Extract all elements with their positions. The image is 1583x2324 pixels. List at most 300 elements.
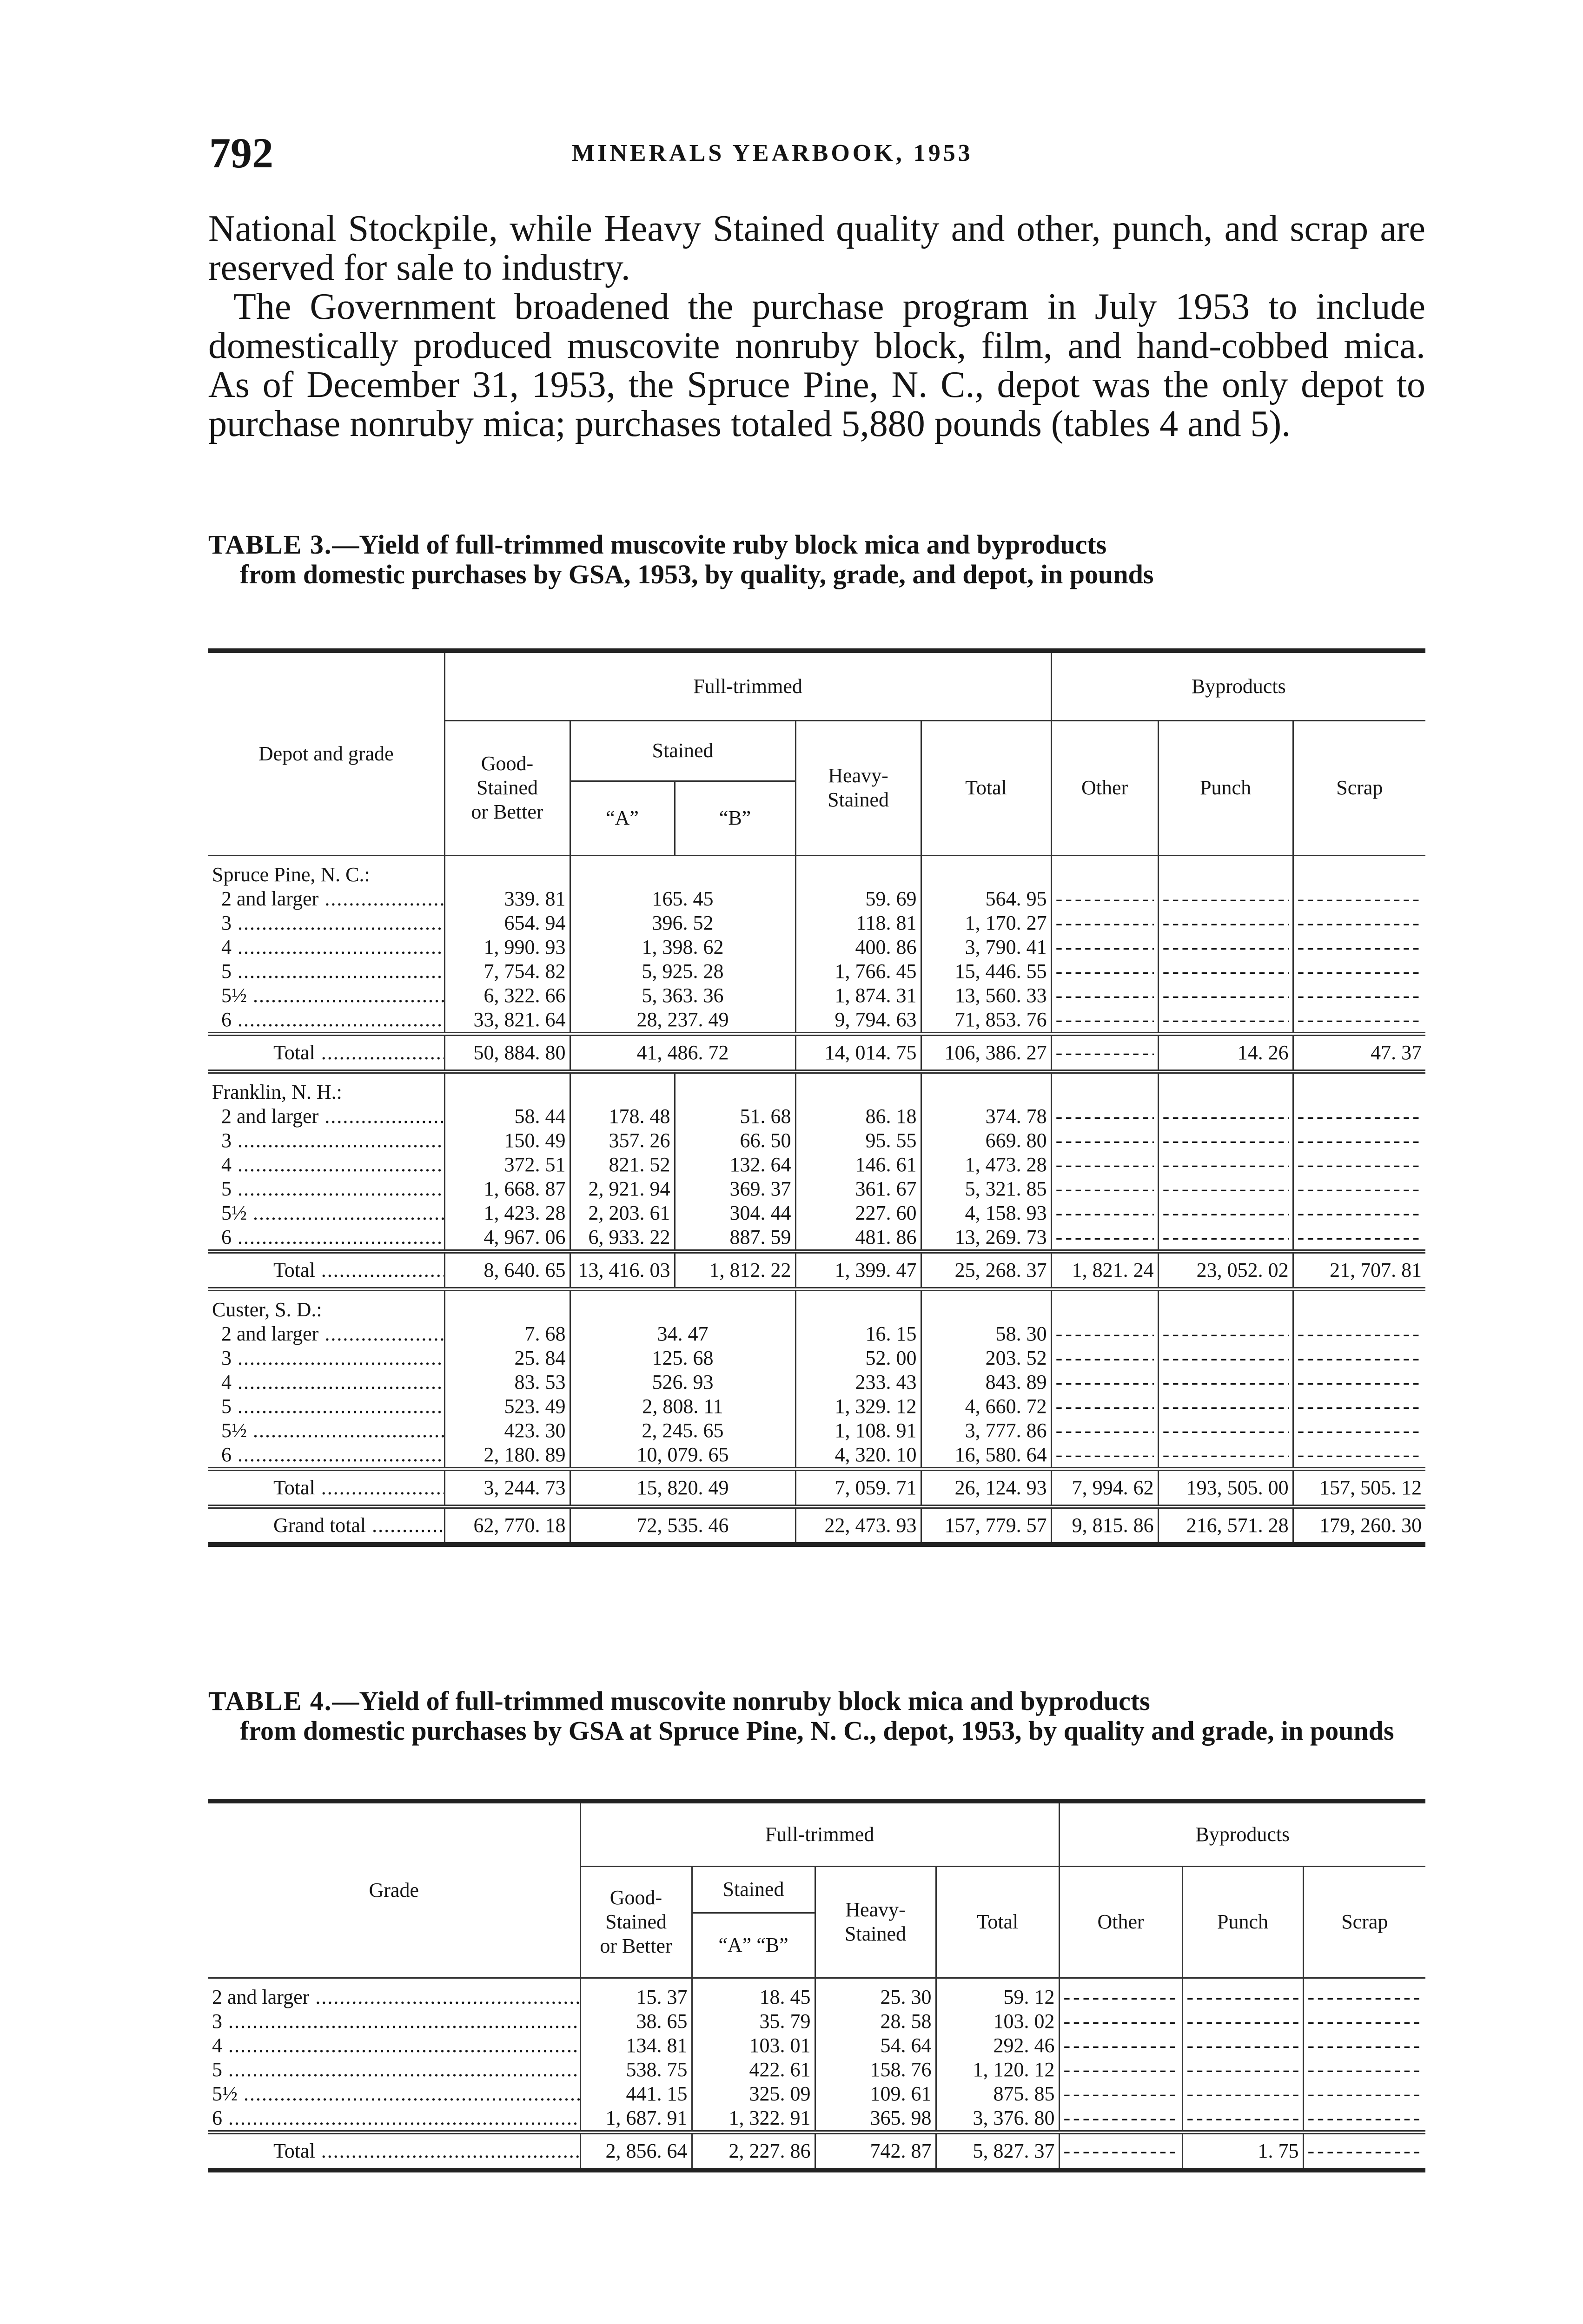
stained-ab-value: 5, 363. 36 <box>570 984 795 1008</box>
total-value: 3, 790. 41 <box>921 935 1051 959</box>
table-row <box>208 1201 1425 1225</box>
good-stained-value: 1, 687. 91 <box>580 2106 692 2133</box>
stained-a-value: 6, 933. 22 <box>570 1225 675 1252</box>
table-row <box>208 984 1425 1008</box>
good-stained-value: 2, 180. 89 <box>444 1443 570 1469</box>
punch-dash <box>1158 1177 1293 1201</box>
scrap-dash <box>1293 1104 1425 1129</box>
stained-value: 1, 322. 91 <box>692 2106 815 2133</box>
punch-dash <box>1158 887 1293 911</box>
table-row <box>208 2058 1425 2082</box>
stained-b-value: 51. 68 <box>675 1104 795 1129</box>
stained-value: 18. 45 <box>692 1978 815 2009</box>
scrap-dash <box>1293 1394 1425 1419</box>
punch-dash <box>1182 2009 1303 2034</box>
heavy-stained-value: 9, 794. 63 <box>795 1008 921 1034</box>
stained-ab-value: 41, 486. 72 <box>570 1034 795 1071</box>
total-value: 13, 269. 73 <box>921 1225 1051 1252</box>
table4-caption <box>208 1686 1425 1746</box>
total-value: 58. 30 <box>921 1322 1051 1346</box>
good-stained-value: 1, 668. 87 <box>444 1177 570 1201</box>
stained-ab-value: 34. 47 <box>570 1322 795 1346</box>
stained-ab-value: 526. 93 <box>570 1370 795 1394</box>
other-dash <box>1051 1201 1158 1225</box>
table-row <box>208 2009 1425 2034</box>
punch-value: 14. 26 <box>1158 1034 1293 1071</box>
scrap-dash <box>1303 2106 1425 2133</box>
scrap-dash <box>1293 1008 1425 1034</box>
grade-label: 6 ..... <box>208 1008 444 1034</box>
scrap-value: 21, 707. 81 <box>1293 1251 1425 1289</box>
punch-dash <box>1158 959 1293 984</box>
table3-caption-rest: from domestic purchases by GSA, 1953, by quality, grade, and depot, in pounds <box>240 559 1154 589</box>
other-dash <box>1059 2106 1182 2133</box>
header-other: Other <box>1051 720 1158 855</box>
scrap-dash <box>1293 887 1425 911</box>
scrap-value: 179, 260. 30 <box>1293 1506 1425 1545</box>
table-row <box>208 1177 1425 1201</box>
grade-label: 4 ..... <box>208 2034 580 2058</box>
table-row <box>208 1322 1425 1346</box>
scrap-dash <box>1293 984 1425 1008</box>
grade-label: 3 ..... <box>208 2009 580 2034</box>
total-value: 4, 158. 93 <box>921 1201 1051 1225</box>
other-dash <box>1059 2058 1182 2082</box>
good-stained-value: 2, 856. 64 <box>580 2132 692 2170</box>
total-value: 157, 779. 57 <box>921 1506 1051 1545</box>
grade-label: 6 ..... <box>208 2106 580 2133</box>
other-dash <box>1051 1443 1158 1469</box>
heavy-stained-value: 4, 320. 10 <box>795 1443 921 1469</box>
stained-a-value: 2, 203. 61 <box>570 1201 675 1225</box>
heavy-stained-value: 158. 76 <box>815 2058 936 2082</box>
punch-dash <box>1158 984 1293 1008</box>
scrap-dash <box>1293 1201 1425 1225</box>
total-value: 4, 660. 72 <box>921 1394 1051 1419</box>
good-stained-value: 372. 51 <box>444 1153 570 1177</box>
grade-label: 3 ..... <box>208 1346 444 1370</box>
heavy-stained-value: 109. 61 <box>815 2082 936 2106</box>
depot-name: Franklin, N. H.: <box>212 1080 342 1103</box>
heavy-stained-value: 7, 059. 71 <box>795 1469 921 1506</box>
header-good-stained-line2: Stained <box>477 776 538 799</box>
depot-row-franklin <box>208 1071 1425 1104</box>
good-stained-value: 50, 884. 80 <box>444 1034 570 1071</box>
scrap-dash <box>1293 935 1425 959</box>
other-value: 1, 821. 24 <box>1051 1251 1158 1289</box>
punch-value: 23, 052. 02 <box>1158 1251 1293 1289</box>
other-dash <box>1051 887 1158 911</box>
depot-name: Custer, S. D.: <box>212 1298 322 1321</box>
grade-label: 4 ..... <box>208 935 444 959</box>
good-stained-value: 3, 244. 73 <box>444 1469 570 1506</box>
heavy-stained-value: 1, 329. 12 <box>795 1394 921 1419</box>
heavy-stained-value: 1, 874. 31 <box>795 984 921 1008</box>
good-stained-value: 25. 84 <box>444 1346 570 1370</box>
stained-ab-value: 1, 398. 62 <box>570 935 795 959</box>
punch-dash <box>1158 1104 1293 1129</box>
depot-row-spruce-pine <box>208 855 1425 887</box>
punch-dash <box>1182 2106 1303 2133</box>
header-punch: Punch <box>1182 1866 1303 1978</box>
header-stained-ab: “A” “B” <box>692 1913 815 1978</box>
good-stained-value: 62, 770. 18 <box>444 1506 570 1545</box>
punch-dash <box>1158 1201 1293 1225</box>
scrap-dash <box>1293 911 1425 935</box>
stained-a-value: 178. 48 <box>570 1104 675 1129</box>
other-dash <box>1059 1978 1182 2009</box>
stained-value: 103. 01 <box>692 2034 815 2058</box>
table-row <box>208 2034 1425 2058</box>
stained-ab-value: 5, 925. 28 <box>570 959 795 984</box>
body-paragraph-2: The Government broadened the purchase program in July 1953 to include domestically produced muscovite nonruby block, film, and hand-cobbed mica. As of December 31, 1953, the Spruce Pine, N. C., depot was the only depot to purchase nonruby mica; purchases totaled 5,880 pounds (tables 4 and 5). <box>208 286 1425 444</box>
header-stained-b: “B” <box>675 781 795 855</box>
total-value: 292. 46 <box>936 2034 1059 2058</box>
good-stained-value: 8, 640. 65 <box>444 1251 570 1289</box>
other-dash <box>1051 1153 1158 1177</box>
scrap-dash <box>1293 1370 1425 1394</box>
stained-b-value: 369. 37 <box>675 1177 795 1201</box>
header-depot-grade: Depot and grade <box>208 651 444 855</box>
other-dash <box>1059 2082 1182 2106</box>
header-stained: Stained <box>692 1866 815 1913</box>
table-row <box>208 1104 1425 1129</box>
punch-value: 193, 505. 00 <box>1158 1469 1293 1506</box>
grade-label: 4 ..... <box>208 1153 444 1177</box>
table-row <box>208 887 1425 911</box>
other-dash <box>1051 911 1158 935</box>
heavy-stained-value: 22, 473. 93 <box>795 1506 921 1545</box>
total-value: 103. 02 <box>936 2009 1059 2034</box>
header-grade: Grade <box>208 1801 580 1978</box>
good-stained-value: 38. 65 <box>580 2009 692 2034</box>
good-stained-value: 1, 990. 93 <box>444 935 570 959</box>
heavy-stained-value: 742. 87 <box>815 2132 936 2170</box>
stained-b-value: 132. 64 <box>675 1153 795 1177</box>
other-dash <box>1051 1177 1158 1201</box>
other-dash <box>1059 2009 1182 2034</box>
stained-ab-value: 2, 245. 65 <box>570 1419 795 1443</box>
header-stained: Stained <box>570 720 795 781</box>
scrap-value: 47. 37 <box>1293 1034 1425 1071</box>
grade-label: 2 and larger ..... <box>208 887 444 911</box>
heavy-stained-value: 146. 61 <box>795 1153 921 1177</box>
good-stained-value: 15. 37 <box>580 1978 692 2009</box>
punch-dash <box>1158 935 1293 959</box>
stained-a-value: 13, 416. 03 <box>570 1251 675 1289</box>
punch-dash <box>1158 1225 1293 1252</box>
header-good-stained-line3: or Better <box>600 1934 672 1957</box>
heavy-stained-value: 400. 86 <box>795 935 921 959</box>
total-row <box>208 1251 1425 1289</box>
other-dash <box>1051 1419 1158 1443</box>
total-value: 13, 560. 33 <box>921 984 1051 1008</box>
grade-label: 2 and larger ..... <box>208 1978 580 2009</box>
heavy-stained-value: 1, 766. 45 <box>795 959 921 984</box>
table-row <box>208 1443 1425 1469</box>
heavy-stained-value: 1, 108. 91 <box>795 1419 921 1443</box>
punch-dash <box>1158 1419 1293 1443</box>
other-dash <box>1051 1370 1158 1394</box>
grade-label: 3 ..... <box>208 911 444 935</box>
scrap-dash <box>1293 1419 1425 1443</box>
stained-b-value: 887. 59 <box>675 1225 795 1252</box>
other-dash <box>1051 935 1158 959</box>
punch-value: 216, 571. 28 <box>1158 1506 1293 1545</box>
grade-label: 5 ..... <box>208 1394 444 1419</box>
good-stained-value: 339. 81 <box>444 887 570 911</box>
table3 <box>208 648 1425 1547</box>
table-row <box>208 1370 1425 1394</box>
good-stained-value: 6, 322. 66 <box>444 984 570 1008</box>
stained-value: 325. 09 <box>692 2082 815 2106</box>
total-value: 106, 386. 27 <box>921 1034 1051 1071</box>
stained-value: 2, 227. 86 <box>692 2132 815 2170</box>
scrap-dash <box>1293 1153 1425 1177</box>
stained-b-value: 304. 44 <box>675 1201 795 1225</box>
header-full-trimmed: Full-trimmed <box>580 1801 1059 1866</box>
scrap-dash <box>1293 1322 1425 1346</box>
table4 <box>208 1799 1425 2172</box>
grade-label: 4 ..... <box>208 1370 444 1394</box>
other-dash <box>1051 1346 1158 1370</box>
other-dash <box>1059 2034 1182 2058</box>
total-value: 1, 473. 28 <box>921 1153 1051 1177</box>
heavy-stained-value: 233. 43 <box>795 1370 921 1394</box>
total-value: 5, 321. 85 <box>921 1177 1051 1201</box>
heavy-stained-value: 25. 30 <box>815 1978 936 2009</box>
total-value: 1, 170. 27 <box>921 911 1051 935</box>
header-scrap: Scrap <box>1303 1866 1425 1978</box>
punch-dash <box>1158 1129 1293 1153</box>
other-dash <box>1051 1129 1158 1153</box>
punch-dash <box>1158 1394 1293 1419</box>
scrap-dash <box>1303 2058 1425 2082</box>
scrap-dash <box>1303 2132 1425 2170</box>
scrap-dash <box>1293 1346 1425 1370</box>
header-good-stained-line3: or Better <box>471 800 543 823</box>
stained-ab-value: 396. 52 <box>570 911 795 935</box>
header-stained-a: “A” <box>570 781 675 855</box>
running-title: MINERALS YEARBOOK, 1953 <box>572 140 973 166</box>
stained-b-value: 1, 812. 22 <box>675 1251 795 1289</box>
stained-a-value: 2, 921. 94 <box>570 1177 675 1201</box>
good-stained-value: 1, 423. 28 <box>444 1201 570 1225</box>
grade-label: 5½ ..... <box>208 1201 444 1225</box>
heavy-stained-value: 361. 67 <box>795 1177 921 1201</box>
scrap-dash <box>1303 1978 1425 2009</box>
scrap-value: 157, 505. 12 <box>1293 1469 1425 1506</box>
stained-value: 422. 61 <box>692 2058 815 2082</box>
scrap-dash <box>1293 1443 1425 1469</box>
total-value: 374. 78 <box>921 1104 1051 1129</box>
total-label: Total ..... <box>208 1034 444 1071</box>
table3-caption-line1: —Yield of full-trimmed muscovite ruby block mica and byproducts <box>332 529 1107 560</box>
total-row <box>208 2132 1425 2170</box>
total-row <box>208 1469 1425 1506</box>
other-dash <box>1051 1225 1158 1252</box>
total-value: 16, 580. 64 <box>921 1443 1051 1469</box>
total-value: 875. 85 <box>936 2082 1059 2106</box>
grade-label: 5 ..... <box>208 1177 444 1201</box>
scrap-dash <box>1303 2034 1425 2058</box>
header-heavy-line1: Heavy- <box>828 764 888 787</box>
other-dash <box>1051 1104 1158 1129</box>
total-label: Total ..... <box>208 1251 444 1289</box>
punch-dash <box>1182 2034 1303 2058</box>
good-stained-value: 58. 44 <box>444 1104 570 1129</box>
stained-ab-value: 165. 45 <box>570 887 795 911</box>
punch-value: 1. 75 <box>1182 2132 1303 2170</box>
header-good-stained-line1: Good- <box>481 752 534 775</box>
stained-ab-value: 28, 237. 49 <box>570 1008 795 1034</box>
heavy-stained-value: 95. 55 <box>795 1129 921 1153</box>
scrap-dash <box>1303 2082 1425 2106</box>
total-value: 564. 95 <box>921 887 1051 911</box>
good-stained-value: 441. 15 <box>580 2082 692 2106</box>
stained-b-value: 66. 50 <box>675 1129 795 1153</box>
punch-dash <box>1158 1370 1293 1394</box>
header-heavy-line2: Stained <box>845 1922 906 1945</box>
good-stained-value: 33, 821. 64 <box>444 1008 570 1034</box>
header-scrap: Scrap <box>1293 720 1425 855</box>
scrap-dash <box>1293 1225 1425 1252</box>
grand-total-row <box>208 1506 1425 1545</box>
stained-ab-value: 2, 808. 11 <box>570 1394 795 1419</box>
heavy-stained-value: 86. 18 <box>795 1104 921 1129</box>
total-value: 15, 446. 55 <box>921 959 1051 984</box>
total-value: 3, 376. 80 <box>936 2106 1059 2133</box>
table-row <box>208 1008 1425 1034</box>
header-good-stained-line2: Stained <box>605 1910 667 1933</box>
header-punch: Punch <box>1158 720 1293 855</box>
total-label: Total ..... <box>208 2132 580 2170</box>
other-dash <box>1051 959 1158 984</box>
header-good-stained <box>444 720 570 855</box>
stained-ab-value: 72, 535. 46 <box>570 1506 795 1545</box>
punch-dash <box>1158 1153 1293 1177</box>
depot-name: Spruce Pine, N. C.: <box>212 863 370 886</box>
heavy-stained-value: 118. 81 <box>795 911 921 935</box>
header-byproducts: Byproducts <box>1059 1801 1425 1866</box>
other-value: 7, 994. 62 <box>1051 1469 1158 1506</box>
total-value: 3, 777. 86 <box>921 1419 1051 1443</box>
heavy-stained-value: 14, 014. 75 <box>795 1034 921 1071</box>
total-value: 843. 89 <box>921 1370 1051 1394</box>
heavy-stained-value: 54. 64 <box>815 2034 936 2058</box>
total-value: 5, 827. 37 <box>936 2132 1059 2170</box>
good-stained-value: 423. 30 <box>444 1419 570 1443</box>
other-dash <box>1051 1034 1158 1071</box>
punch-dash <box>1158 1443 1293 1469</box>
table4-caption-rest: from domestic purchases by GSA at Spruce Pine, N. C., depot, 1953, by quality and grade, in pounds <box>240 1716 1394 1746</box>
scrap-dash <box>1293 1129 1425 1153</box>
scrap-dash <box>1303 2009 1425 2034</box>
table-row <box>208 2106 1425 2133</box>
punch-dash <box>1158 1346 1293 1370</box>
other-dash <box>1051 1008 1158 1034</box>
good-stained-value: 7, 754. 82 <box>444 959 570 984</box>
header-total: Total <box>921 720 1051 855</box>
good-stained-value: 523. 49 <box>444 1394 570 1419</box>
punch-dash <box>1158 1008 1293 1034</box>
heavy-stained-value: 365. 98 <box>815 2106 936 2133</box>
table-row <box>208 1346 1425 1370</box>
table-row <box>208 1129 1425 1153</box>
table-row <box>208 1419 1425 1443</box>
total-value: 71, 853. 76 <box>921 1008 1051 1034</box>
total-value: 1, 120. 12 <box>936 2058 1059 2082</box>
total-value: 669. 80 <box>921 1129 1051 1153</box>
table-row <box>208 1394 1425 1419</box>
heavy-stained-value: 481. 86 <box>795 1225 921 1252</box>
grade-label: 5½ ..... <box>208 984 444 1008</box>
total-value: 203. 52 <box>921 1346 1051 1370</box>
good-stained-value: 4, 967. 06 <box>444 1225 570 1252</box>
punch-dash <box>1182 2058 1303 2082</box>
table-row <box>208 1225 1425 1252</box>
table4-label: TABLE 4. <box>208 1686 332 1716</box>
header-good-stained <box>580 1866 692 1978</box>
stained-value: 35. 79 <box>692 2009 815 2034</box>
total-value: 26, 124. 93 <box>921 1469 1051 1506</box>
good-stained-value: 83. 53 <box>444 1370 570 1394</box>
table-row <box>208 1978 1425 2009</box>
scrap-dash <box>1293 959 1425 984</box>
other-dash <box>1051 1322 1158 1346</box>
stained-ab-value: 125. 68 <box>570 1346 795 1370</box>
punch-dash <box>1182 2082 1303 2106</box>
other-dash <box>1059 2132 1182 2170</box>
header-byproducts: Byproducts <box>1051 651 1425 720</box>
punch-dash <box>1158 911 1293 935</box>
header-other: Other <box>1059 1866 1182 1978</box>
grade-label: 2 and larger ..... <box>208 1322 444 1346</box>
good-stained-value: 150. 49 <box>444 1129 570 1153</box>
grade-label: 3 ..... <box>208 1129 444 1153</box>
grade-label: 5 ..... <box>208 959 444 984</box>
good-stained-value: 134. 81 <box>580 2034 692 2058</box>
header-total: Total <box>936 1866 1059 1978</box>
stained-ab-value: 10, 079. 65 <box>570 1443 795 1469</box>
stained-a-value: 357. 26 <box>570 1129 675 1153</box>
grade-label: 6 ..... <box>208 1225 444 1252</box>
body-paragraph-1: National Stockpile, while Heavy Stained quality and other, punch, and scrap are reserved for sale to industry. <box>208 208 1425 288</box>
table3-label: TABLE 3. <box>208 529 332 560</box>
heavy-stained-value: 28. 58 <box>815 2009 936 2034</box>
total-value: 25, 268. 37 <box>921 1251 1051 1289</box>
total-label: Total ..... <box>208 1469 444 1506</box>
good-stained-value: 7. 68 <box>444 1322 570 1346</box>
header-full-trimmed: Full-trimmed <box>444 651 1051 720</box>
depot-row-custer <box>208 1289 1425 1322</box>
header-heavy-line2: Stained <box>828 788 889 811</box>
good-stained-value: 538. 75 <box>580 2058 692 2082</box>
header-heavy-line1: Heavy- <box>845 1898 906 1921</box>
heavy-stained-value: 59. 69 <box>795 887 921 911</box>
punch-dash <box>1158 1322 1293 1346</box>
page-number: 792 <box>209 129 273 177</box>
grade-label: 5½ ..... <box>208 2082 580 2106</box>
grade-label: 6 ..... <box>208 1443 444 1469</box>
heavy-stained-value: 1, 399. 47 <box>795 1251 921 1289</box>
heavy-stained-value: 16. 15 <box>795 1322 921 1346</box>
scrap-dash <box>1293 1177 1425 1201</box>
good-stained-value: 654. 94 <box>444 911 570 935</box>
table-row <box>208 1153 1425 1177</box>
punch-dash <box>1182 1978 1303 2009</box>
stained-a-value: 821. 52 <box>570 1153 675 1177</box>
